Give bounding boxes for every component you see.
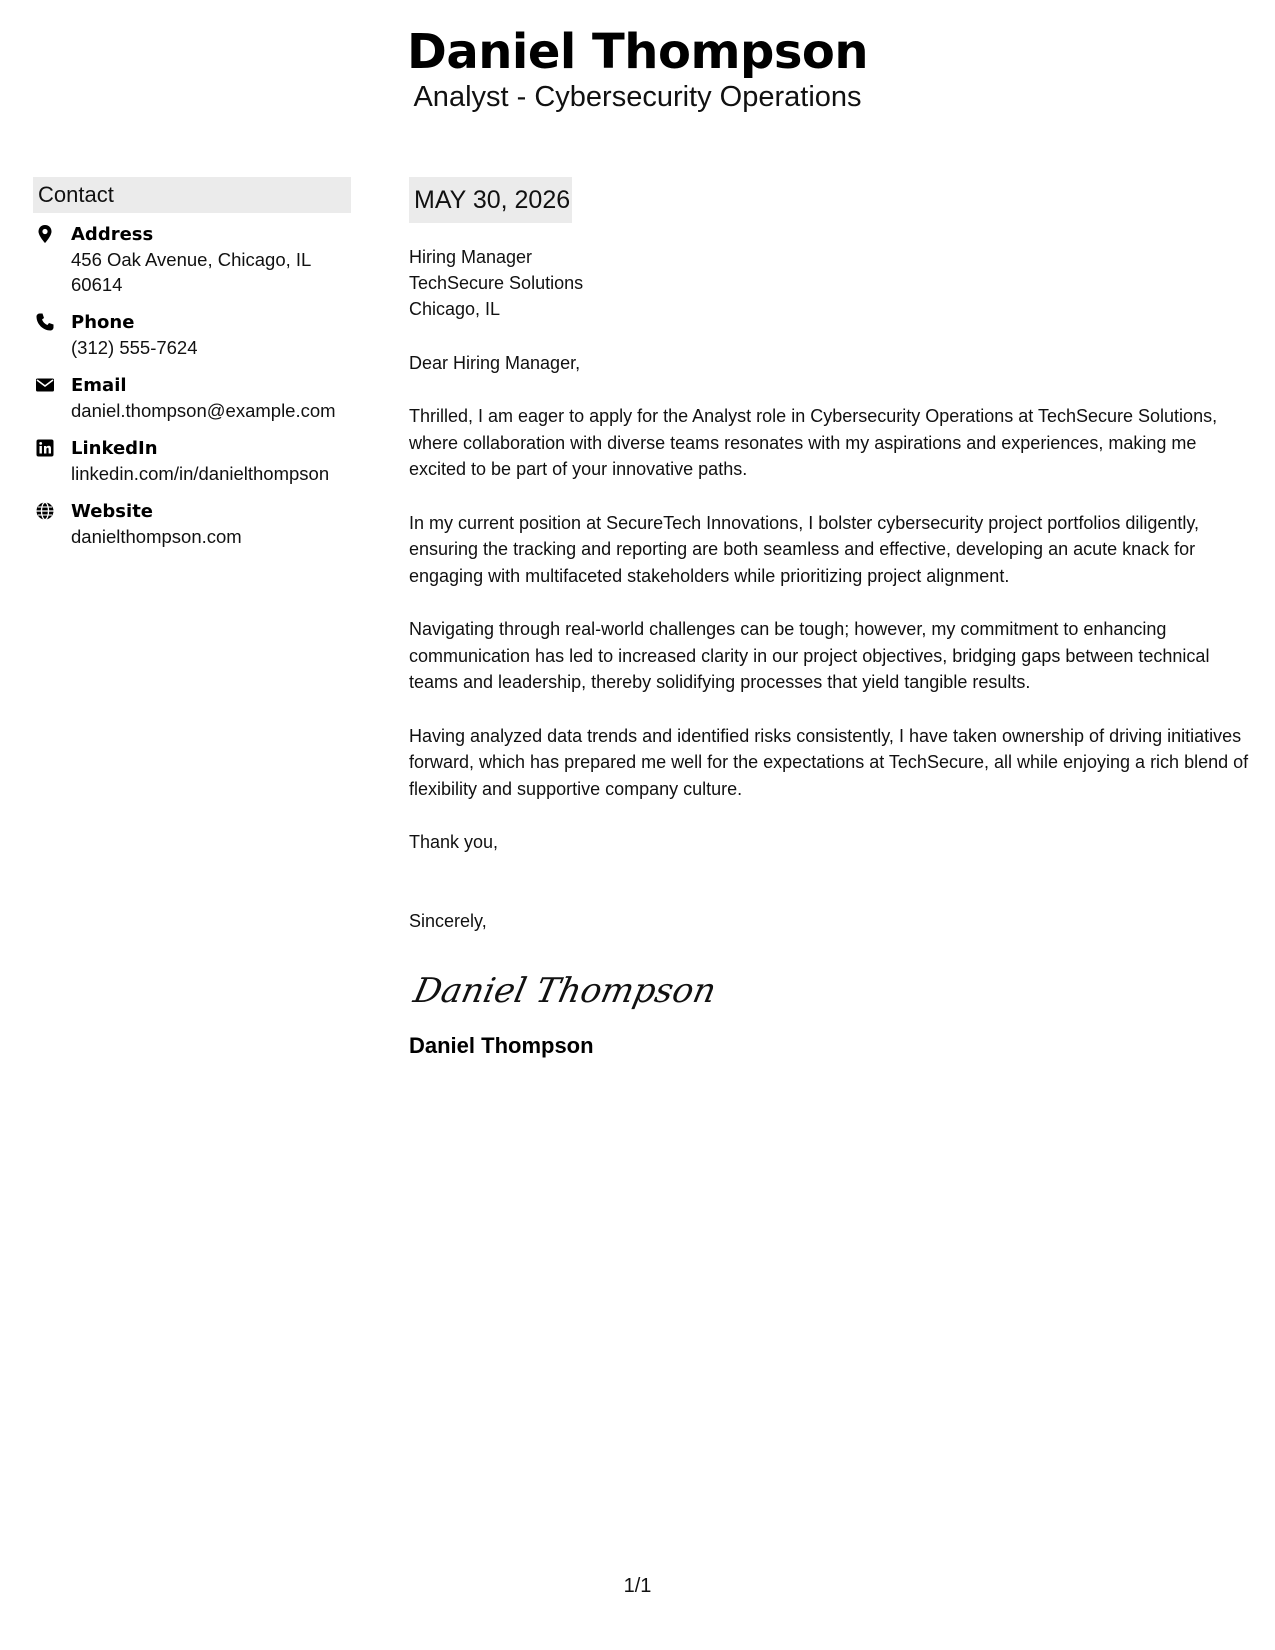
phone-value: (312) 555-7624	[71, 337, 198, 358]
handwritten-signature	[409, 960, 720, 1020]
document-header	[0, 22, 1275, 114]
contact-linkedin	[33, 437, 351, 486]
sign-off: Sincerely,	[409, 911, 487, 931]
contact-list	[33, 223, 351, 549]
envelope-icon	[35, 375, 55, 395]
letter-paragraph-4: Having analyzed data trends and identified risks consistently, I have taken ownership of driving initiatives forward, which has prepared me well for the expectations at TechSecure, all while enjoying a rich blend of flexibility and supportive company culture.	[409, 725, 1249, 799]
linkedin-value: linkedin.com/in/danielthompson	[71, 463, 330, 484]
signature-name: Daniel Thompson	[409, 1033, 594, 1058]
closing-thanks: Thank you,	[409, 832, 499, 852]
map-pin-icon	[35, 224, 55, 244]
address-value: 456 Oak Avenue, Chicago, IL 60614	[71, 249, 311, 295]
email-label: Email	[71, 375, 127, 396]
contact-heading: Contact	[33, 177, 351, 213]
letter-date: MAY 30, 2026	[409, 177, 572, 223]
contact-email	[33, 374, 351, 423]
recipient-company: TechSecure Solutions	[409, 273, 584, 293]
applicant-role: Analyst - Cybersecurity Operations	[413, 81, 862, 113]
letter-paragraph-3: Navigating through real-world challenges can be tough; however, my commitment to enhancing communication has led to increased clarity in our project objectives, bridging gaps between technical teams and leadership, thereby solidifying processes that yield tangible results.	[409, 619, 1210, 692]
letter-body	[409, 177, 1249, 1060]
salutation: Dear Hiring Manager,	[409, 353, 581, 373]
contact-address	[33, 223, 351, 297]
linkedin-label: LinkedIn	[71, 438, 158, 459]
applicant-name: Daniel Thompson	[406, 24, 869, 80]
phone-label: Phone	[71, 312, 135, 333]
globe-icon	[35, 501, 55, 521]
letter-paragraph-1: Thrilled, I am eager to apply for the Analyst role in Cybersecurity Operations at TechSecure Solutions, where collaboration with diverse teams resonates with my aspirations and experiences, making me excited to be part of your innovative paths.	[409, 406, 1218, 479]
contact-sidebar	[33, 177, 351, 563]
letter-paragraph-2: In my current position at SecureTech Innovations, I bolster cybersecurity project portfolios diligently, ensuring the tracking and reporting are both seamless and effective, developing an acute knack for engaging with multifaceted stakeholders while prioritizing project alignment.	[409, 512, 1200, 586]
contact-phone	[33, 311, 351, 360]
phone-icon	[35, 312, 55, 332]
contact-website	[33, 500, 351, 549]
address-label: Address	[71, 224, 154, 245]
recipient-title: Hiring Manager	[409, 247, 533, 267]
recipient-location: Chicago, IL	[409, 299, 501, 319]
website-label: Website	[71, 501, 154, 522]
email-value: daniel.thompson@example.com	[71, 400, 336, 421]
website-value: danielthompson.com	[71, 526, 242, 547]
linkedin-icon	[35, 438, 55, 458]
page-number: 1/1	[623, 1575, 652, 1597]
signature-script: Daniel Thompson	[410, 971, 720, 1011]
recipient-block	[409, 244, 1249, 322]
